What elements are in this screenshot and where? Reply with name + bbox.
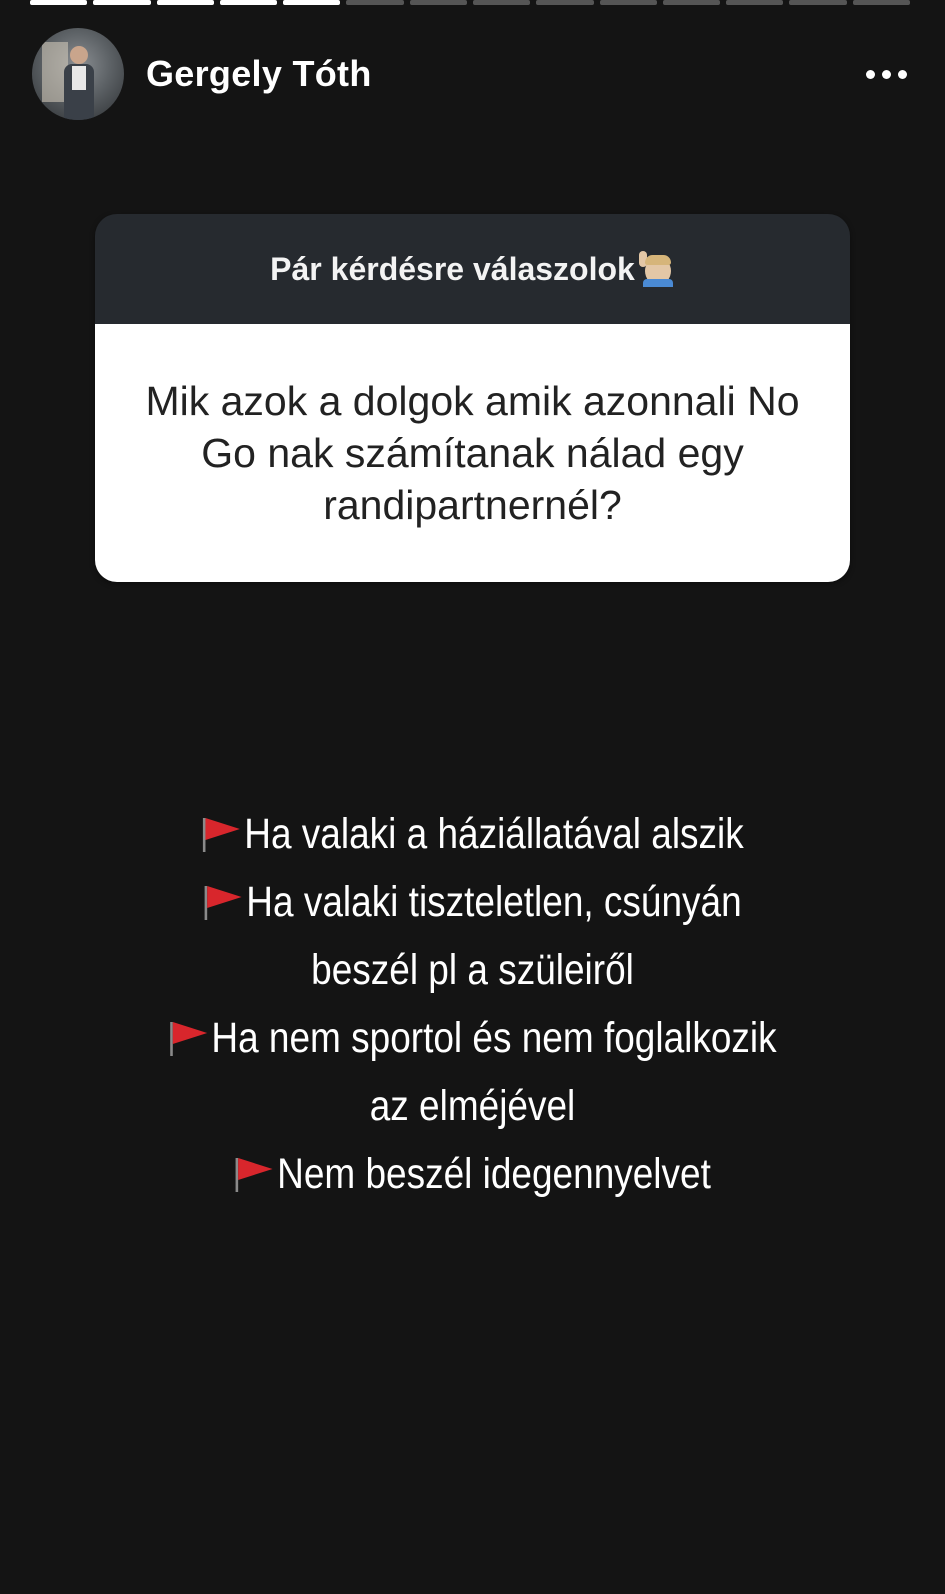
progress-segment	[157, 0, 214, 5]
progress-segment	[93, 0, 150, 5]
red-flag-icon	[203, 884, 243, 920]
progress-segment	[726, 0, 783, 5]
progress-segment	[600, 0, 657, 5]
answer-item-continuation: beszél pl a szüleiről	[311, 946, 634, 994]
answer-item	[118, 868, 828, 936]
question-sticker-title: Pár kérdésre válaszolok	[270, 250, 635, 287]
progress-segment	[346, 0, 403, 5]
answer-item-text: Ha valaki a háziállatával alszik	[244, 810, 744, 858]
progress-segment	[536, 0, 593, 5]
question-text: Mik azok a dolgok amik azonnali No Go nak számítanak nálad egy randipartnernél?	[145, 378, 800, 528]
question-sticker	[95, 214, 850, 582]
progress-segment	[220, 0, 277, 5]
answer-item	[118, 1140, 828, 1208]
answer-item-text: Ha nem sportol és nem foglalkozik	[211, 1014, 777, 1062]
progress-segment	[30, 0, 87, 5]
more-options-icon[interactable]	[866, 70, 913, 79]
answer-item-text: Nem beszél idegennyelvet	[277, 1150, 711, 1198]
progress-segment	[473, 0, 530, 5]
progress-segment	[283, 0, 340, 5]
answer-item	[118, 800, 828, 868]
red-flag-icon	[234, 1156, 274, 1192]
answer-text	[118, 800, 828, 1208]
story-progress-bar	[30, 0, 910, 6]
progress-segment	[663, 0, 720, 5]
progress-segment	[789, 0, 846, 5]
story-header	[32, 28, 913, 120]
progress-segment	[853, 0, 910, 5]
answer-item	[118, 1004, 828, 1072]
answer-item-text: Ha valaki tiszteletlen, csúnyán	[246, 878, 742, 926]
username[interactable]: Gergely Tóth	[146, 53, 372, 94]
question-sticker-body	[95, 324, 850, 582]
red-flag-icon	[201, 816, 241, 852]
red-flag-icon	[168, 1020, 208, 1056]
question-sticker-header	[95, 214, 850, 324]
progress-segment	[410, 0, 467, 5]
raising-hand-emoji-icon	[639, 251, 675, 287]
avatar[interactable]	[32, 28, 124, 120]
answer-item-continuation: az elméjével	[369, 1082, 576, 1130]
